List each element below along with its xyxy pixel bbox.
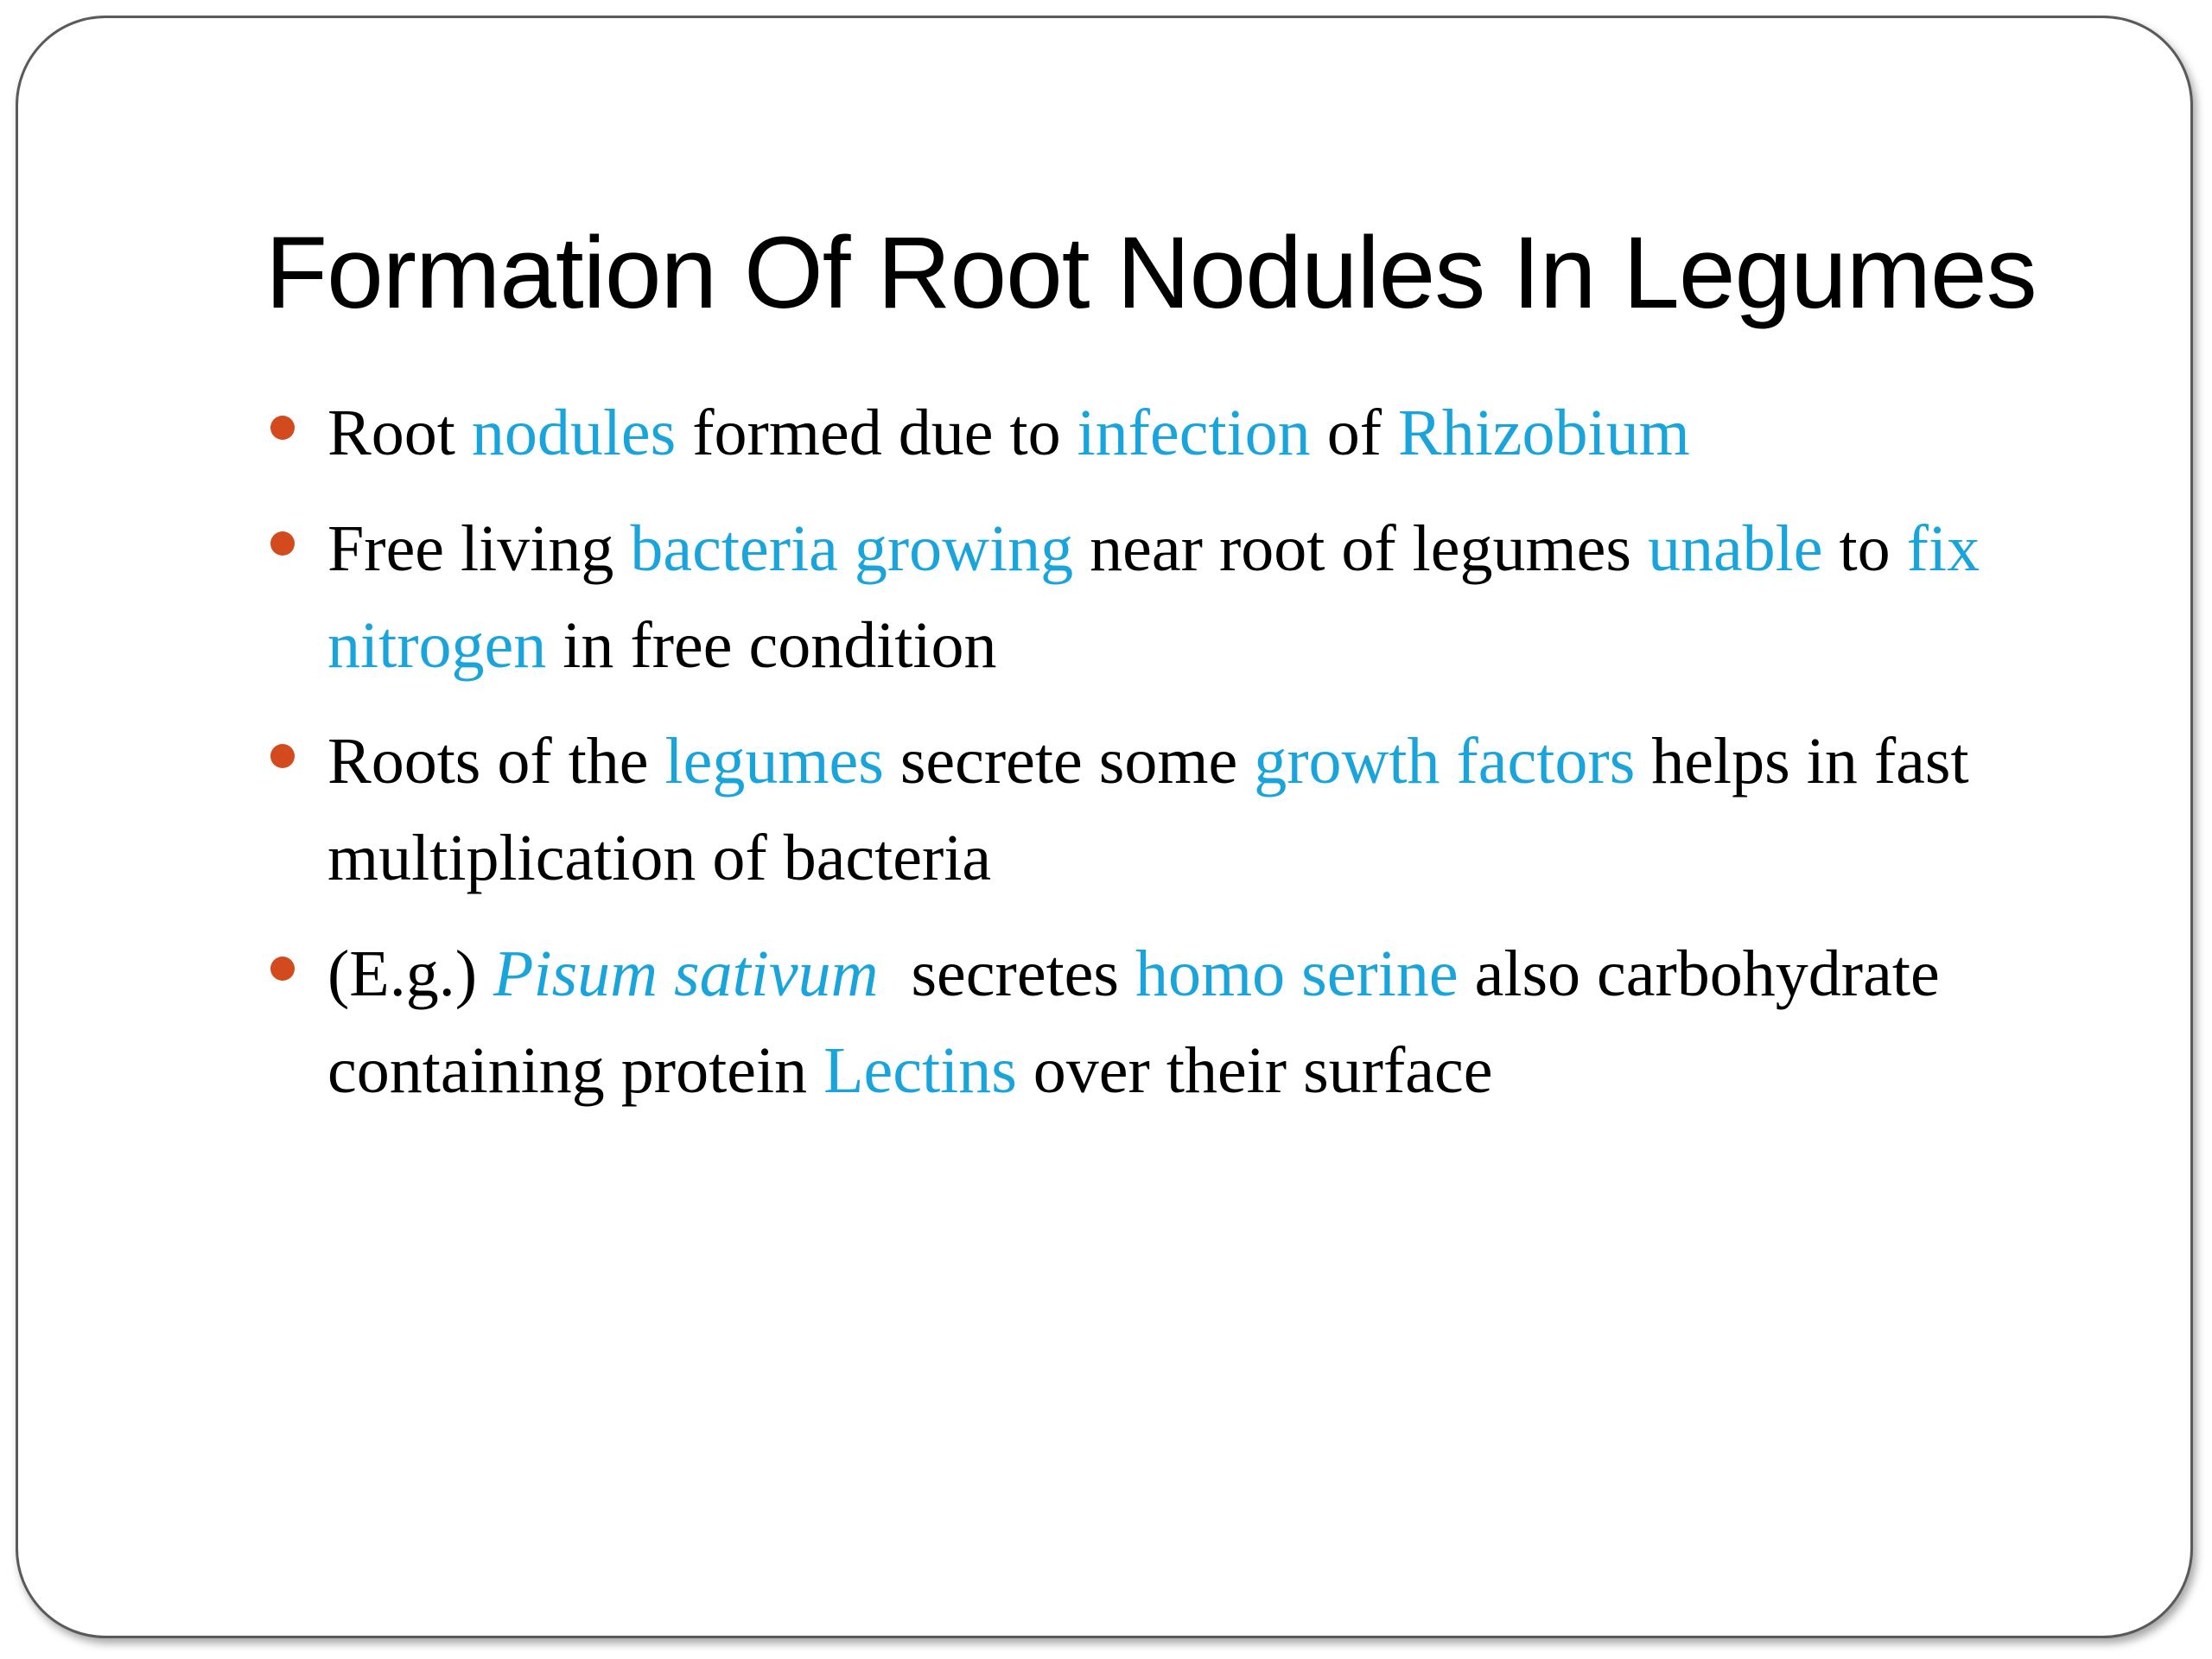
bullet-dot-icon <box>270 744 295 768</box>
highlighted-term: bacteria growing <box>630 512 1074 585</box>
bullet-text-segment: of <box>1310 397 1398 469</box>
bullet-item <box>269 385 2066 481</box>
bullet-text-segment: over their surface <box>1016 1034 1493 1107</box>
bullet-text-segment: (E.g.) <box>327 938 494 1010</box>
bullet-dot-icon <box>270 957 295 981</box>
bullet-list <box>269 385 2066 1138</box>
bullet-text-segment: formed due to <box>676 397 1077 469</box>
highlighted-term: fix nitrogen <box>327 512 1980 682</box>
slide-frame <box>16 16 2193 1638</box>
slide-title: Formation Of Root Nodules In Legumes <box>265 216 2037 330</box>
species-name-italic: Pisum sativum <box>493 938 879 1010</box>
highlighted-term: nodules <box>471 397 677 469</box>
bullet-text-segment: secretes <box>878 938 1135 1010</box>
bullet-text-segment: in free condition <box>546 609 997 682</box>
bullet-text-segment: to <box>1822 512 1907 585</box>
bullet-text-segment: Free living <box>327 512 631 585</box>
highlighted-term: legumes <box>664 725 884 798</box>
bullet-item <box>269 925 2066 1119</box>
bullet-text-segment: near root of legumes <box>1073 512 1648 585</box>
highlighted-term: Lectins <box>823 1034 1017 1107</box>
highlighted-term: growth factors <box>1254 725 1636 798</box>
bullet-text-segment: secrete some <box>883 725 1255 798</box>
bullet-text-segment: Root <box>327 397 472 469</box>
highlighted-term: homo serine <box>1135 938 1459 1010</box>
bullet-dot-icon <box>270 416 295 440</box>
bullet-text-segment: helps in fast multiplication of bacteria <box>327 725 1969 894</box>
bullet-dot-icon <box>270 531 295 556</box>
highlighted-term: unable <box>1647 512 1823 585</box>
bullet-item <box>269 500 2066 694</box>
highlighted-term: Rhizobium <box>1398 397 1690 469</box>
bullet-text-segment: also carbohydrate containing protein <box>327 938 1940 1107</box>
highlighted-term: infection <box>1077 397 1311 469</box>
bullet-item <box>269 713 2066 906</box>
bullet-text-segment: Roots of the <box>327 725 665 798</box>
